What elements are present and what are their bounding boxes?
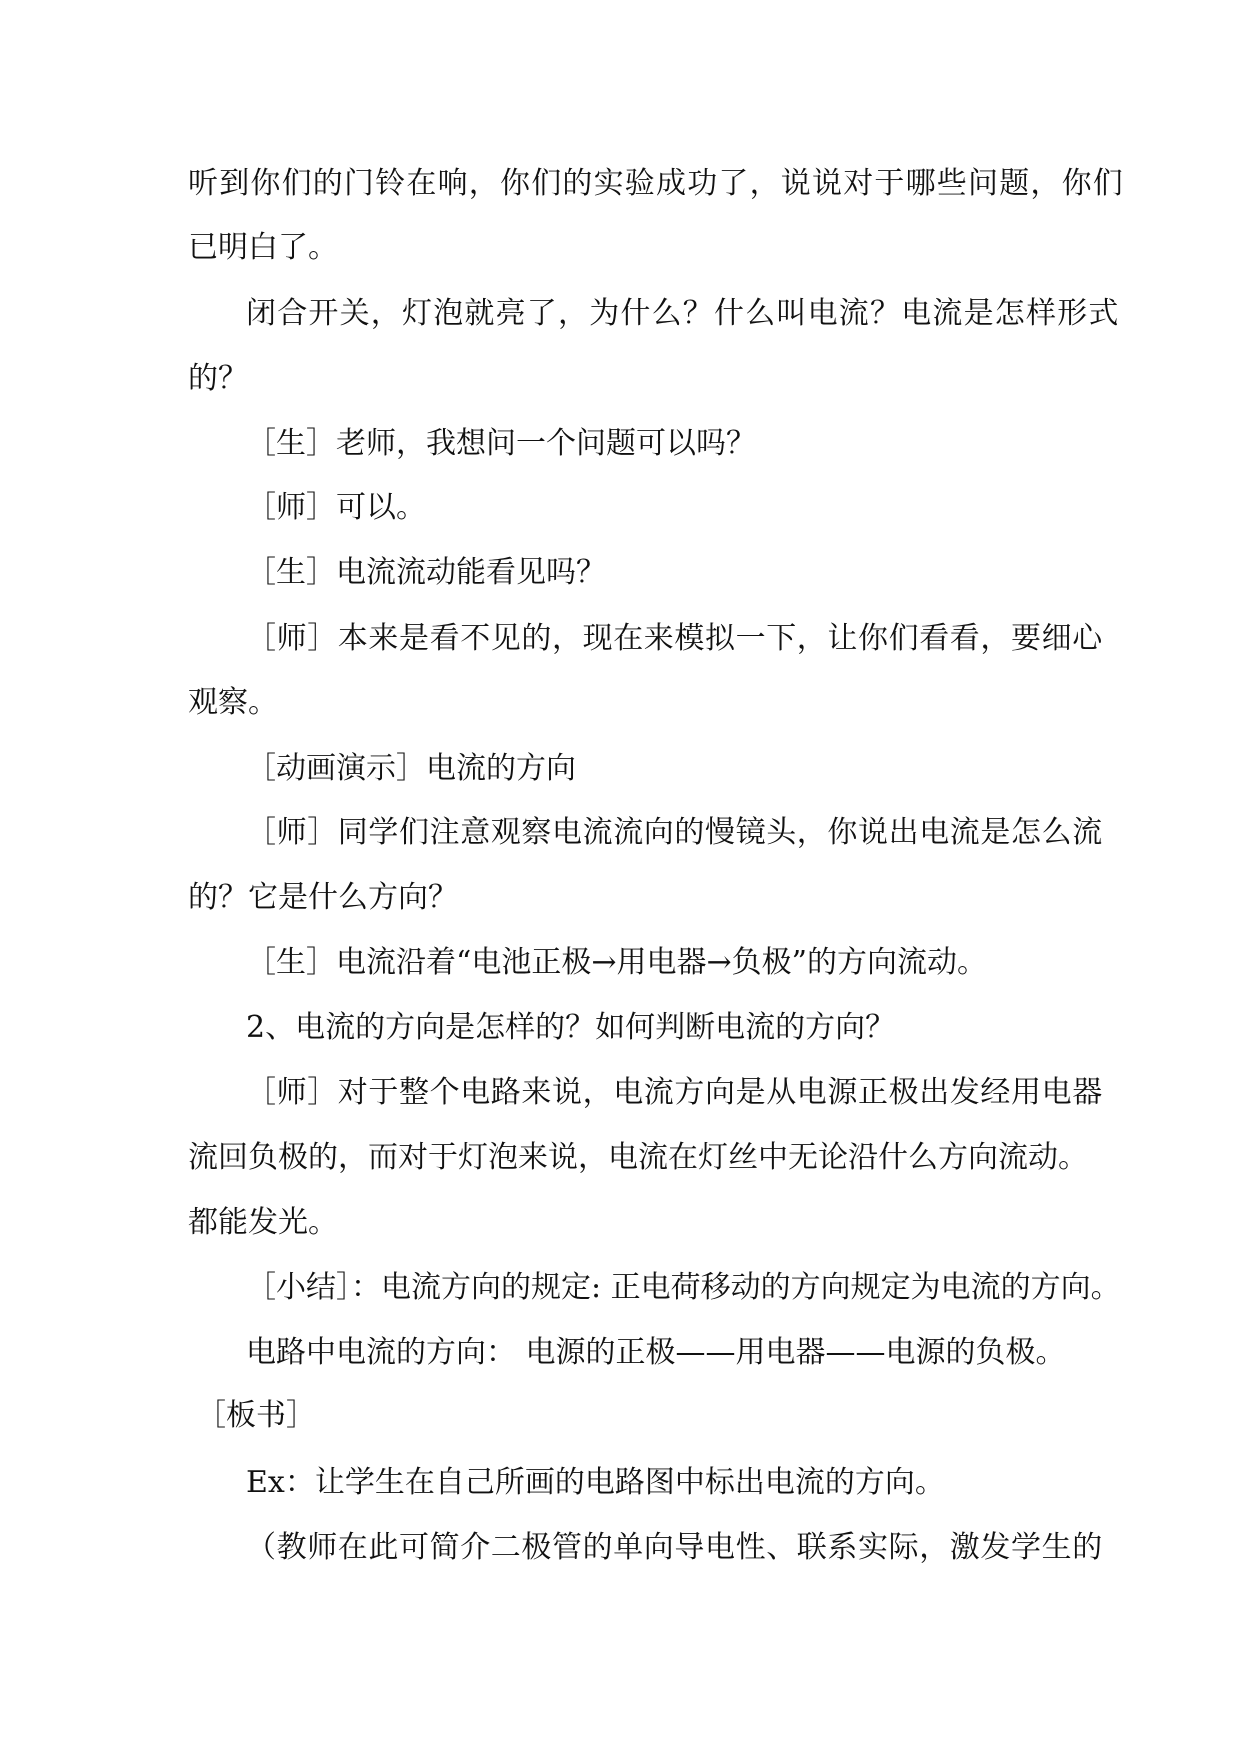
text-line: ［师］本来是看不见的，现在来模拟一下，让你们看看，要细心 — [246, 621, 1103, 656]
text-line: ［板书］ — [196, 1398, 316, 1433]
text-line: ［生］电流沿着“电池正极→用电器→负极”的方向流动。 — [246, 945, 987, 980]
text-line: 已明白了。 — [188, 230, 338, 265]
text-line: Ex：让学生在自己所画的电路图中标出电流的方向。 — [246, 1465, 945, 1500]
text-line: ［动画演示］电流的方向 — [246, 751, 576, 786]
text-line: ［师］同学们注意观察电流流向的慢镜头，你说出电流是怎么流 — [246, 815, 1103, 850]
text-line: 闭合开关，灯泡就亮了，为什么？什么叫电流？电流是怎样形式 — [246, 296, 1120, 331]
text-line: ［小结］：电流方向的规定: 正电荷移动的方向规定为电流的方向。 — [246, 1270, 1121, 1305]
text-line: ［生］老师，我想问一个问题可以吗？ — [246, 426, 756, 461]
text-line: 流回负极的，而对于灯泡来说，电流在灯丝中无论沿什么方向流动。 — [188, 1140, 1088, 1175]
text-line: ［师］对于整个电路来说，电流方向是从电源正极出发经用电器 — [246, 1075, 1103, 1110]
text-line: （教师在此可简介二极管的单向导电性、联系实际，激发学生的 — [246, 1530, 1103, 1565]
text-line: 都能发光。 — [188, 1205, 338, 1240]
text-line: 观察。 — [188, 685, 278, 720]
text-line: 的？它是什么方向？ — [188, 880, 458, 915]
text-line: 听到你们的门铃在响，你们的实验成功了，说说对于哪些问题，你们 — [188, 166, 1124, 201]
text-line: ［生］电流流动能看见吗？ — [246, 555, 606, 590]
text-line: ［师］可以。 — [246, 490, 426, 525]
text-line: 2、电流的方向是怎样的？如何判断电流的方向？ — [246, 1010, 896, 1045]
text-line: 的？ — [188, 361, 248, 396]
text-line: 电路中电流的方向： 电源的正极——用电器——电源的负极。 — [246, 1335, 1066, 1370]
